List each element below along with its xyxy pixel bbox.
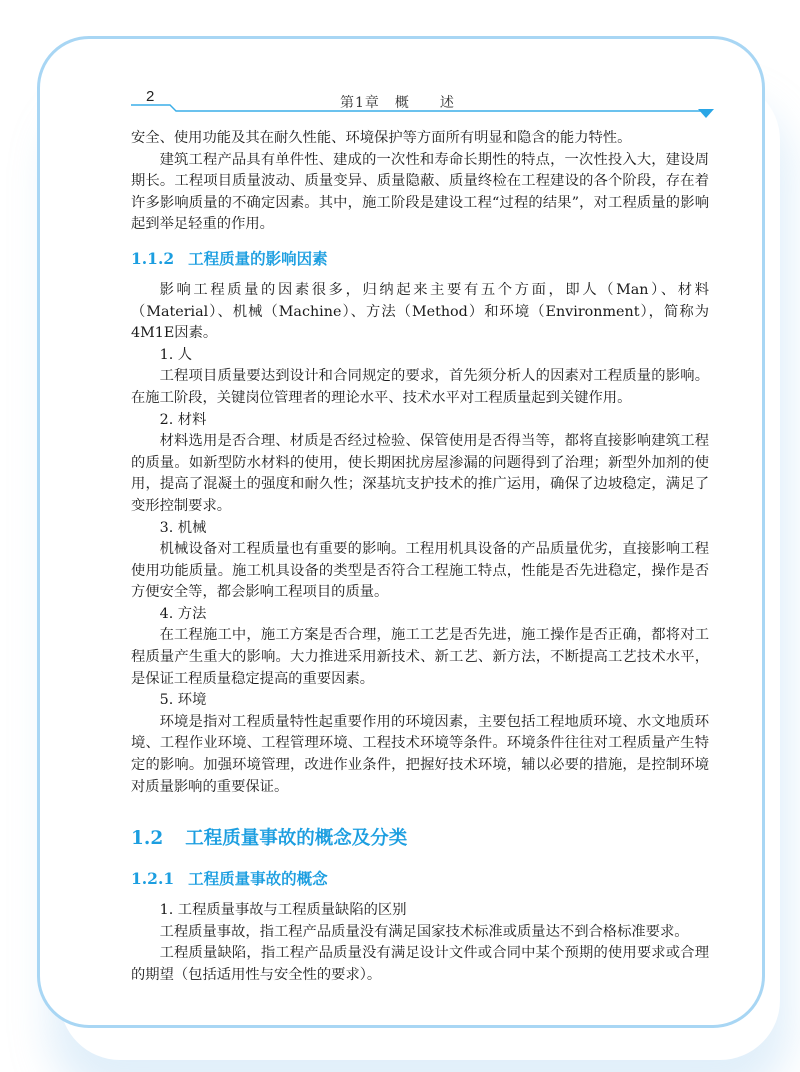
factor-heading: 1. 人 [159, 346, 193, 363]
section-title: 工程质量的影响因素 [188, 248, 328, 268]
factor-heading: 3. 机械 [159, 519, 207, 536]
section-number: 1.1.2 [131, 248, 175, 268]
paragraph: 工程质量事故，指工程产品质量没有满足国家技术标准或质量达不到合格标准要求。 [159, 923, 689, 940]
section-number: 1.2.1 [131, 869, 175, 889]
section-heading-1-2-1 [131, 868, 709, 890]
factor-heading: 2. 材料 [159, 411, 207, 428]
page-body [131, 128, 709, 987]
section-number: 1.2 [131, 828, 164, 850]
page-number: 2 [146, 88, 155, 105]
paragraph: 机械设备对工程质量也有重要的影响。工程用机具设备的产品质量优劣，直接影响工程使用功能质量。施工机具设备的类型是否符合工程施工特点，性能是否先进稳定，操作是否方便安全等，都会影响工程项目的质量。 [131, 541, 709, 601]
section-heading-1-1-2 [131, 248, 709, 270]
factor-heading: 5. 环境 [159, 692, 207, 709]
section-title: 工程质量事故的概念及分类 [185, 828, 408, 850]
triangle-down-icon [698, 109, 714, 118]
paragraph: 工程质量缺陷，指工程产品质量没有满足设计文件或合同中某个预期的使用要求或合理的期望（包括适用性与安全性的要求）。 [131, 945, 709, 983]
section-title: 工程质量事故的概念 [188, 869, 328, 889]
paragraph: 工程项目质量要达到设计和合同规定的要求，首先须分析人的因素对工程质量的影响。在施工阶段，关键岗位管理者的理论水平、技术水平对工程质量起到关键作用。 [131, 368, 709, 406]
subheading: 1. 工程质量事故与工程质量缺陷的区别 [159, 902, 407, 919]
paragraph: 安全、使用功能及其在耐久性能、环境保护等方面所有明显和隐含的能力特性。 [131, 130, 632, 146]
header-rule [0, 0, 800, 130]
paragraph: 环境是指对工程质量特性起重要作用的环境因素，主要包括工程地质环境、水文地质环境、工程作业环境、工程管理环境、工程技术环境等条件。环境条件往往对工程质量产生特定的影响。加强环境管理，改进作业条件，把握好技术环境，辅以必要的措施，是控制环境对质量影响的重要保证。 [131, 713, 709, 795]
paragraph: 材料选用是否合理、材质是否经过检验、保管使用是否得当等，都将直接影响建筑工程的质量。如新型防水材料的使用，使长期困扰房屋渗漏的问题得到了治理；新型外加剂的使用，提高了混凝土的强度和耐久性；深基坑支护技术的推广运用，确保了边坡稳定，满足了变形控制要求。 [131, 433, 709, 514]
running-header-chapter-title: 第1章 概 述 [340, 95, 455, 111]
paragraph: 在工程施工中，施工方案是否合理，施工工艺是否先进，施工操作是否正确，都将对工程质量产生重大的影响。大力推进采用新技术、新工艺、新方法，不断提高工艺技术水平，是保证工程质量稳定提高的重要因素。 [131, 627, 709, 687]
factor-heading: 4. 方法 [159, 605, 207, 622]
paragraph: 建筑工程产品具有单件性、建成的一次性和寿命长期性的特点，一次性投入大，建设周期长。工程项目质量波动、质量变异、质量隐蔽、质量终检在工程建设的各个阶段，存在着许多影响质量的不确定因素。其中，施工阶段是建设工程“过程的结果”，对工程质量的影响起到举足轻重的作用。 [131, 151, 709, 233]
paragraph: 影响工程质量的因素很多，归纳起来主要有五个方面，即人（Man）、材料（Material）、机械（Machine）、方法（Method）和环境（Environment），简称为4M1E因素。 [131, 281, 709, 342]
section-heading-1-2 [131, 826, 709, 852]
